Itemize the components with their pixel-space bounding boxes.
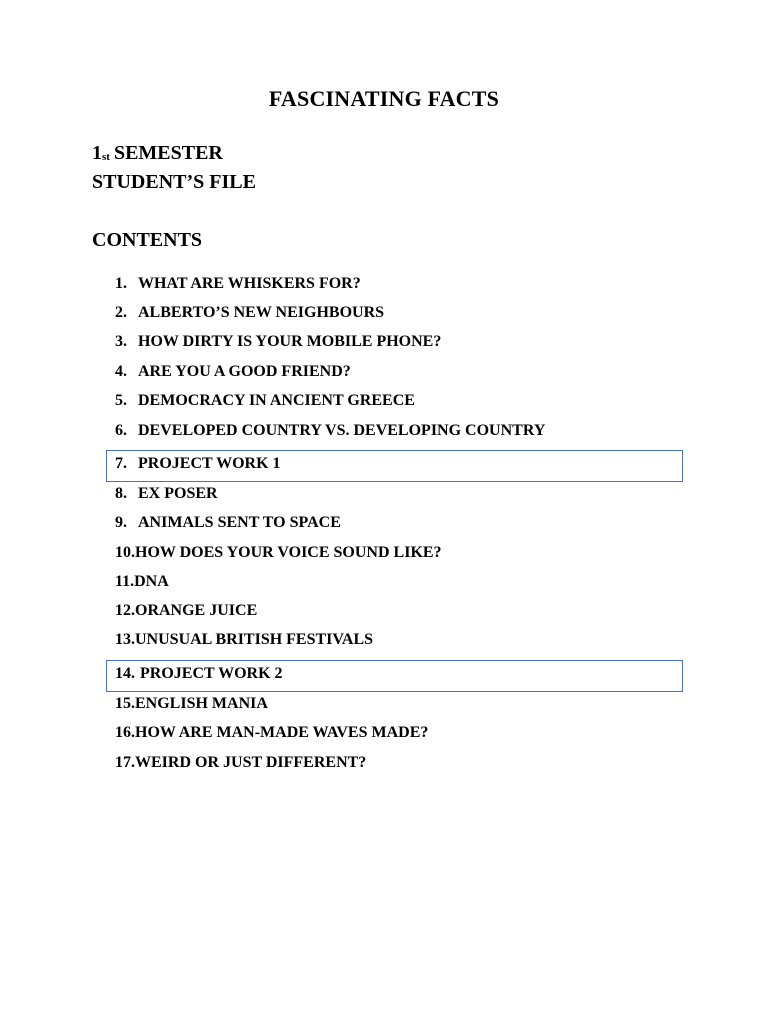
toc-item-label: HOW DOES YOUR VOICE SOUND LIKE? [135,544,442,561]
toc-item-number: 11. [115,573,135,590]
semester-label: SEMESTER [113,142,223,164]
toc-item-label: HOW DIRTY IS YOUR MOBILE PHONE? [138,333,442,350]
semester-suffix: st [102,151,110,163]
toc-item-number: 3. [115,333,127,350]
toc-item [115,332,441,352]
toc-item [115,723,428,743]
toc-item-label: PROJECT WORK 2 [140,665,283,682]
toc-item-number: 14. [115,665,135,682]
toc-item [115,484,218,504]
toc-item [115,513,341,533]
toc-item-label: PROJECT WORK 1 [138,455,281,472]
toc-item-label: ARE YOU A GOOD FRIEND? [138,363,351,380]
toc-item [115,572,169,592]
toc-item-label: ALBERTO’S NEW NEIGHBOURS [138,304,385,321]
document-title: FASCINATING FACTS [268,86,500,111]
toc-item [115,694,268,714]
toc-item-label: DNA [134,573,169,590]
toc-item [115,362,351,382]
toc-item-label: HOW ARE MAN-MADE WAVES MADE? [135,724,429,741]
toc-item-label: ENGLISH MANIA [135,695,268,712]
toc-item-label: EX POSER [138,485,218,502]
toc-item [115,303,384,323]
toc-item-project-work-2 [106,660,683,692]
toc-item-number: 8. [115,485,127,502]
toc-item-number: 5. [115,392,127,409]
toc-item-number: 17. [115,754,135,771]
toc-item-label: ANIMALS SENT TO SPACE [138,514,341,531]
toc-item [115,543,442,563]
toc-item-number: 4. [115,363,127,380]
toc-item-number: 12. [115,602,135,619]
toc-item-number: 6. [115,422,127,439]
toc-item-number: 7. [115,455,127,472]
contents-heading: CONTENTS [92,229,203,251]
toc-item [115,421,545,441]
toc-item-number: 15. [115,695,135,712]
toc-item-label: WHAT ARE WHISKERS FOR? [138,275,361,292]
toc-item [115,753,366,773]
toc-item [115,391,415,411]
toc-item-number: 2. [115,304,127,321]
toc-item [115,630,373,650]
file-label: STUDENT’S FILE [92,171,256,193]
toc-item-project-work-1 [106,450,683,482]
toc-item-label: WEIRD OR JUST DIFFERENT? [135,754,367,771]
toc-item-label: ORANGE JUICE [135,602,258,619]
toc-item-number: 13. [115,631,135,648]
toc-item-label: DEMOCRACY IN ANCIENT GREECE [138,392,415,409]
toc-item-label: UNUSUAL BRITISH FESTIVALS [135,631,374,648]
toc-item-number: 10. [115,544,135,561]
toc-item-number: 9. [115,514,127,531]
toc-item [115,601,257,621]
toc-item-number: 1. [115,275,127,292]
semester-number: 1 [92,142,102,164]
toc-item-label: DEVELOPED COUNTRY VS. DEVELOPING COUNTRY [138,422,546,439]
toc-item [115,274,361,294]
toc-item-number: 16. [115,724,135,741]
